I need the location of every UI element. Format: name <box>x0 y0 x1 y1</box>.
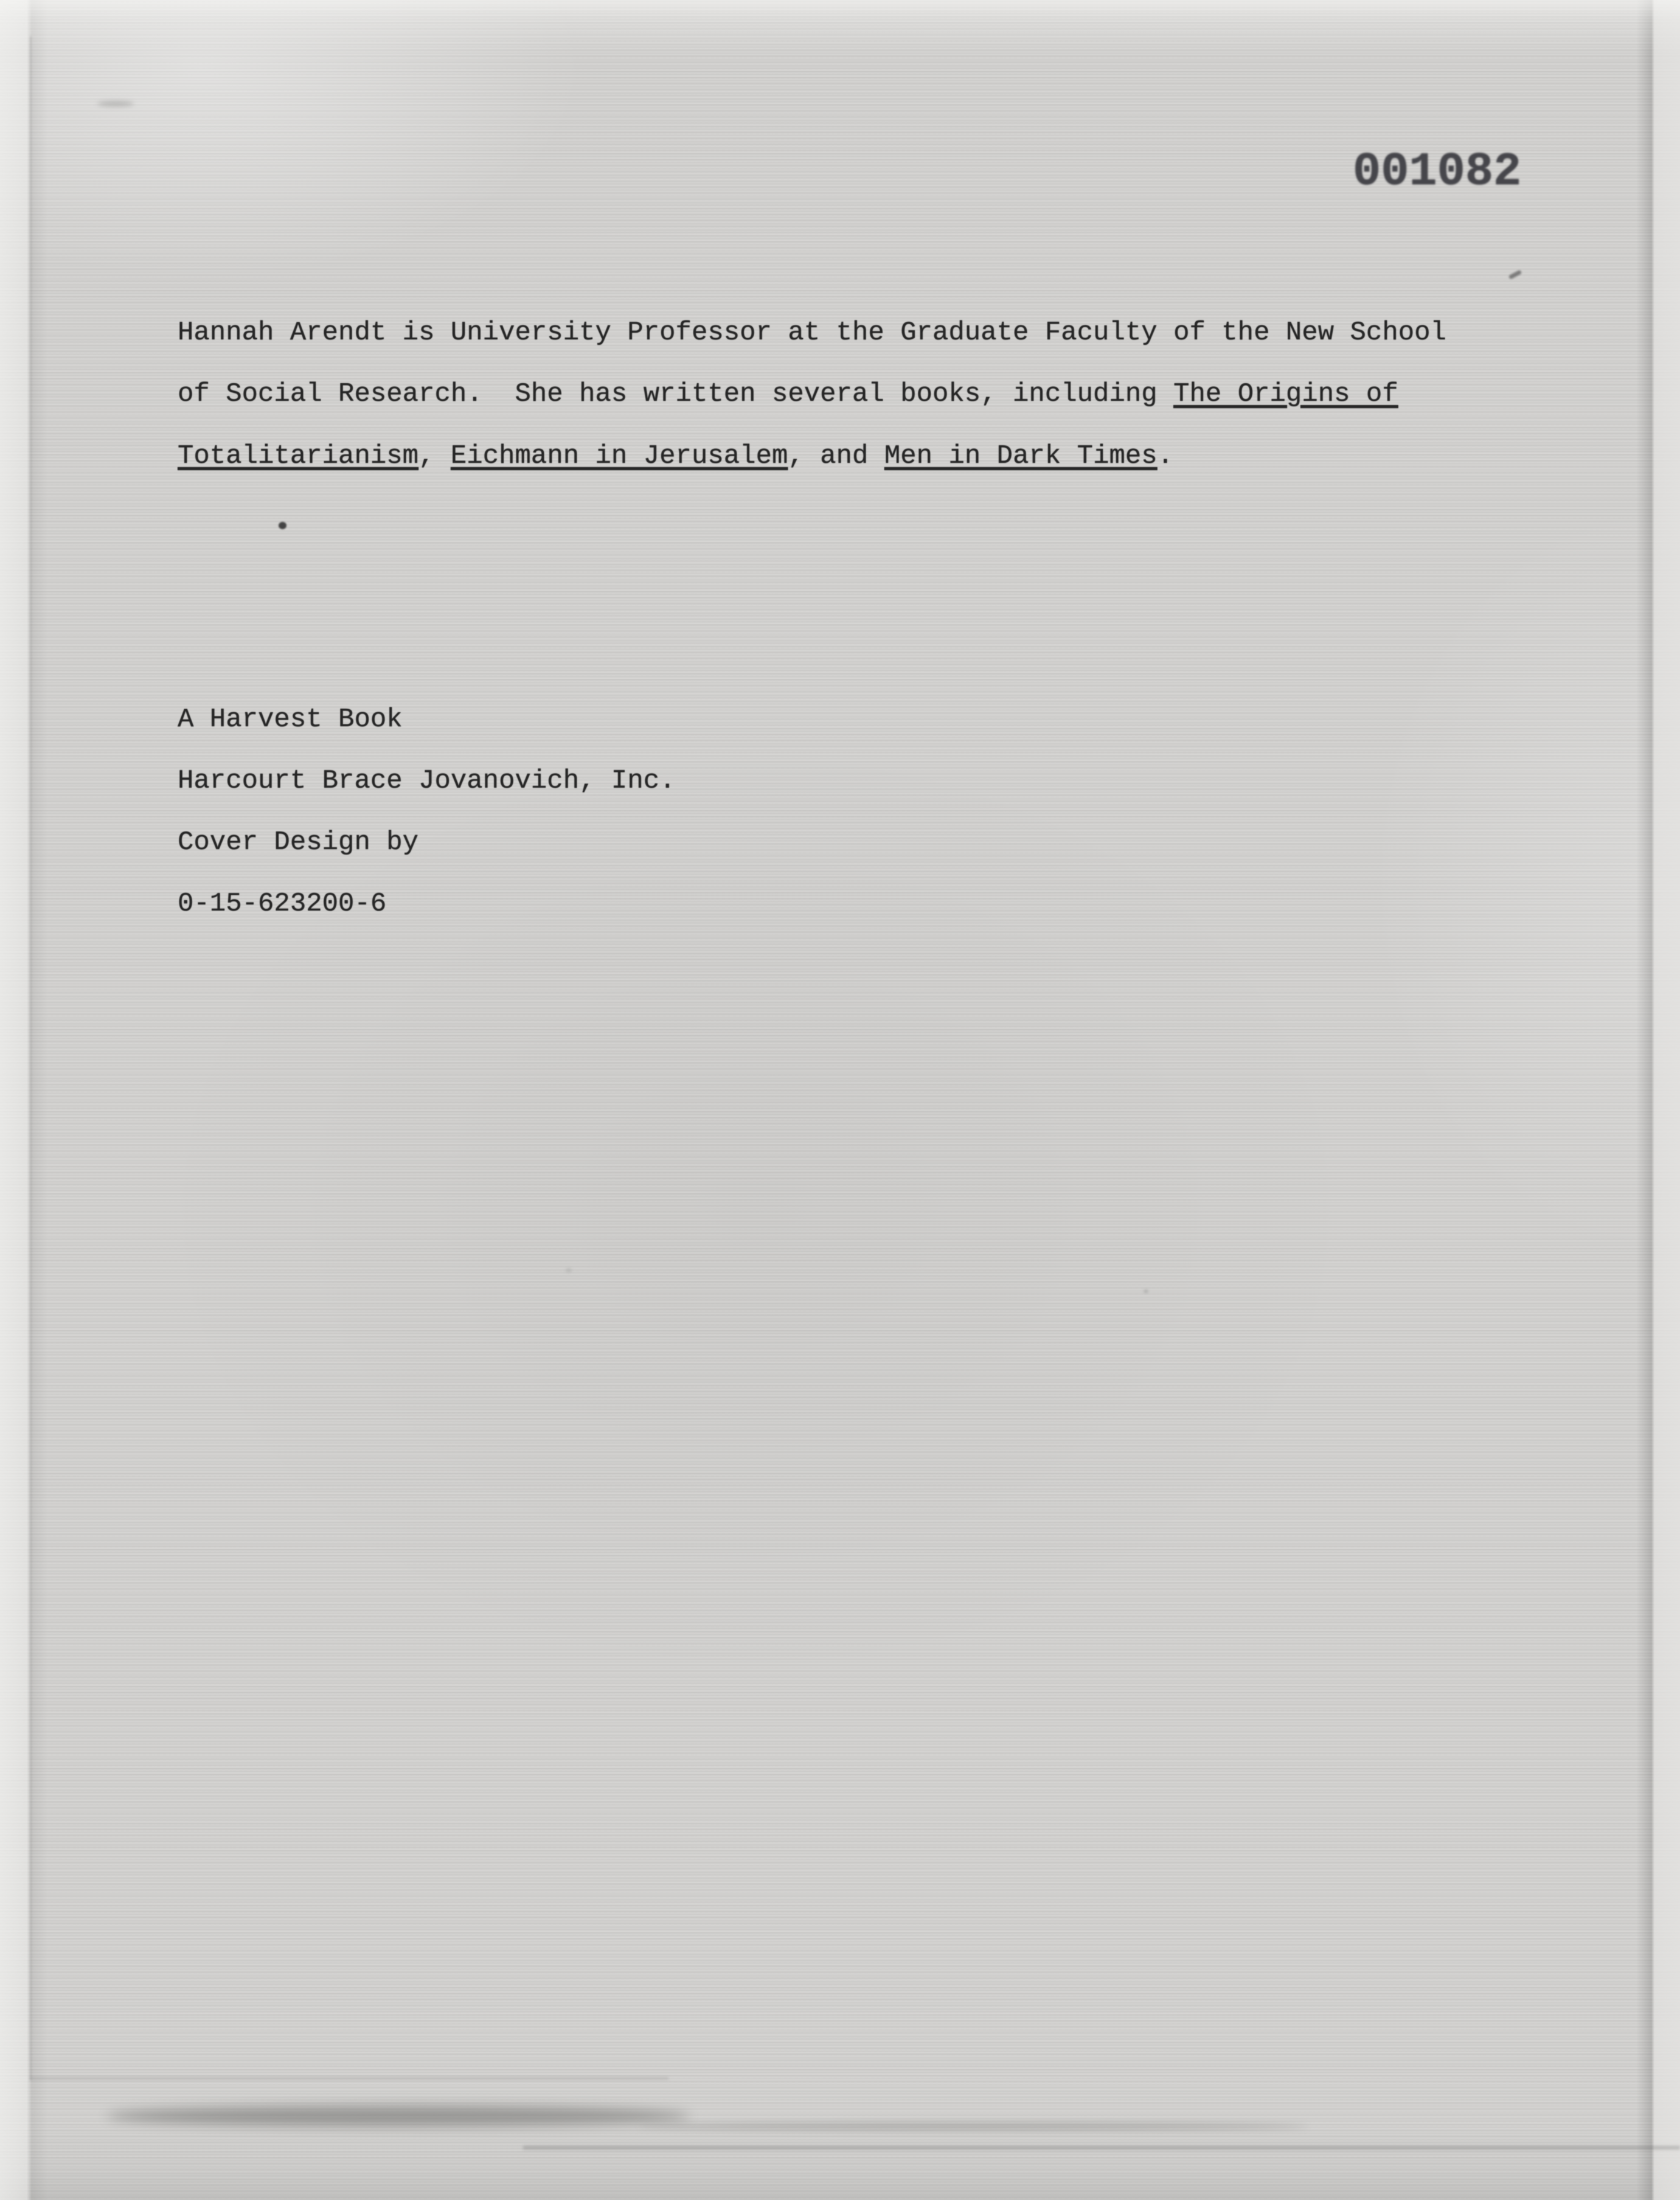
book-title-underlined: Men in Dark Times <box>884 441 1158 471</box>
publisher-line-harcourt: Harcourt Brace Jovanovich, Inc. <box>178 766 676 796</box>
publisher-line-harvest-book: A Harvest Book <box>178 704 403 735</box>
book-title-underlined: The Origins of <box>1173 379 1398 409</box>
page-stamp-number: 001082 <box>1353 146 1522 199</box>
paragraph-text: , <box>418 441 451 471</box>
ink-dot <box>279 522 286 529</box>
publisher-line-cover-design: Cover Design by <box>178 827 419 858</box>
page-edge-line-left <box>30 36 32 2080</box>
book-title-underlined: Totalitarianism <box>178 441 419 471</box>
paragraph-line-2 <box>178 379 1398 410</box>
paragraph-text: . <box>1157 441 1174 471</box>
paragraph-line-1 <box>178 318 1446 349</box>
paragraph-text: , and <box>788 441 884 471</box>
paragraph-text: of Social Research. She has written several books, including <box>178 379 1174 409</box>
paragraph-line-3 <box>178 441 1173 472</box>
scan-line-bottom <box>523 2146 1680 2150</box>
pen-tick-mark <box>1508 269 1522 280</box>
scan-streak-bottom <box>106 2106 690 2126</box>
page-edge-line-bottom <box>30 2077 668 2080</box>
paper-speck <box>1144 1289 1148 1293</box>
paragraph-text: Hannah Arendt is University Professor at the Graduate Faculty of the New School <box>178 318 1446 348</box>
scan-smudge <box>97 101 134 106</box>
scan-streak-bottom-tail <box>639 2123 1308 2130</box>
book-title-underlined: Eichmann in Jerusalem <box>450 441 788 471</box>
paper-speck <box>566 1268 572 1272</box>
isbn-number: 0-15-623200-6 <box>178 889 387 919</box>
